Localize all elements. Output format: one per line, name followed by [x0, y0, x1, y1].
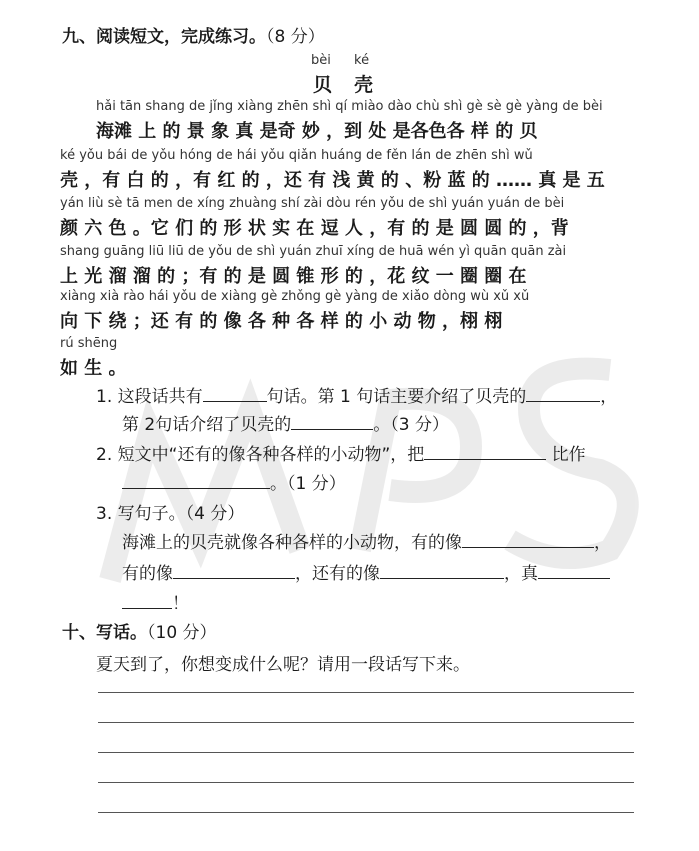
question-2-line2: 。（1 分） [122, 469, 346, 494]
question-3: 3. 写句子。（4 分） [96, 504, 245, 524]
answer-blank[interactable] [203, 383, 267, 402]
answer-blank[interactable] [462, 529, 594, 548]
answer-blank[interactable] [538, 560, 610, 579]
passage-text-line: 向 下 绕 ；还 有 的 像 各 种 各 样 的 小 动 物 ，栩 栩 [60, 311, 503, 332]
passage-pinyin-line: shang guāng liū liū de yǒu de shì yuán zhuī xíng de huā wén yì quān quān zài [60, 244, 567, 259]
title-pinyin-2: ké [354, 53, 370, 68]
question-1-line2: 第 2句话介绍了贝壳的 。（3 分） [122, 410, 449, 435]
writing-line[interactable] [98, 692, 634, 693]
question-1: 1. 这段话共有 句话。第 1 句话主要介绍了贝壳的 ， [96, 382, 617, 407]
writing-line[interactable] [98, 812, 634, 813]
title-char-1: 贝 [313, 74, 333, 96]
passage-text-line: 如 生 。 [60, 358, 127, 379]
passage-text-line: 上 光 溜 溜 的 ；有 的 是 圆 锥 形 的 ，花 纹 一 圈 圈 在 [60, 266, 527, 287]
writing-prompt: 夏天到了，你想变成什么呢？请用一段话写下来。 [96, 655, 470, 675]
title-pinyin-1: bèi [311, 53, 331, 68]
writing-line[interactable] [98, 752, 634, 753]
answer-blank[interactable] [122, 590, 172, 609]
answer-blank[interactable] [424, 441, 546, 460]
answer-blank[interactable] [526, 383, 600, 402]
question-3-line3: ！ [122, 589, 189, 614]
section10-heading: 十、写话。（10 分） [62, 623, 217, 643]
question-3-line2: 有的像 ，还有的像 ，真 [122, 559, 610, 584]
passage-text-line: 颜 六 色 。它 们 的 形 状 实 在 逗 人 ，有 的 是 圆 圆 的 ，背 [60, 218, 569, 239]
title-char-2: 壳 [354, 74, 374, 96]
section9-heading: 九、阅读短文，完成练习。（8 分） [62, 27, 325, 47]
writing-line[interactable] [98, 782, 634, 783]
question-2: 2. 短文中“还有的像各种各样的小动物”，把 比作 [96, 440, 586, 465]
answer-blank[interactable] [291, 411, 373, 430]
passage-pinyin-line: ké yǒu bái de yǒu hóng de hái yǒu qiǎn huáng de fěn lán de zhēn shì wǔ [60, 148, 533, 163]
answer-blank[interactable] [122, 470, 270, 489]
passage-pinyin-line: rú shēng [60, 336, 118, 351]
question-3-line1: 海滩上的贝壳就像各种各样的小动物，有的像 ， [122, 528, 611, 553]
passage-pinyin-line: xiàng xià rào hái yǒu de xiàng gè zhǒng gè yàng de xiǎo dòng wù xǔ xǔ [60, 289, 530, 304]
passage-pinyin-line: yán liù sè tā men de xíng zhuàng shí zài dòu rén yǒu de shì yuán yuán de bèi [60, 196, 565, 211]
answer-blank[interactable] [173, 560, 295, 579]
writing-line[interactable] [98, 722, 634, 723]
passage-text-line: 海滩 上 的 景 象 真 是奇 妙 ，到 处 是各色各 样 的 贝 [96, 121, 538, 142]
answer-blank[interactable] [380, 560, 504, 579]
passage-text-line: 壳 ，有 白 的 ，有 红 的 ，还 有 浅 黄 的 、粉 蓝 的 …… 真 是 五 [60, 170, 605, 191]
passage-pinyin-line: hǎi tān shang de jǐng xiàng zhēn shì qí miào dào chù shì gè sè gè yàng de bèi [96, 99, 603, 114]
